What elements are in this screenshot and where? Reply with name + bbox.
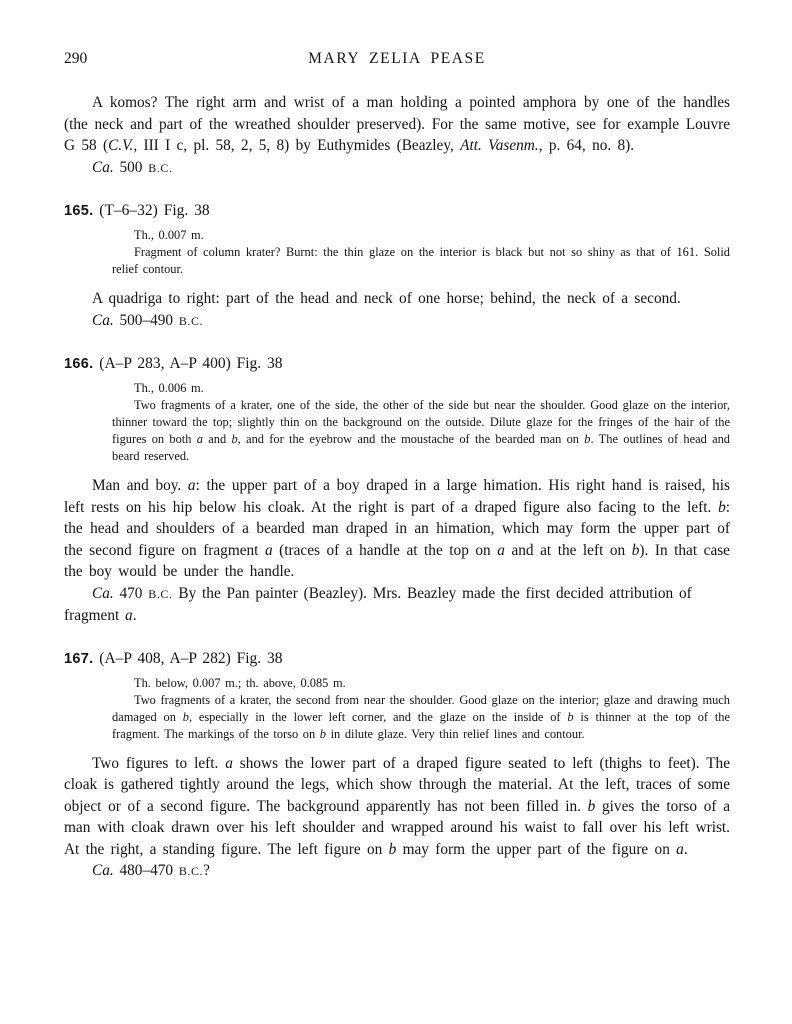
- date-line: Ca. 470 B.C. By the Pan painter (Beazley). Mrs. Beazley made the first decided attribution of fragment a.: [64, 584, 692, 624]
- page-number: 290: [64, 50, 88, 67]
- entry-heading: [64, 648, 730, 670]
- entry-smallprint: [112, 675, 730, 743]
- catalog-entry-166: [64, 353, 730, 627]
- entry-number: 166.: [64, 356, 94, 372]
- body-paragraph: Two figures to left. a shows the lower part of a draped figure seated to left (thighs to feet). The cloak is gathered tightly around the legs, which show through the material. At the left, traces of some object or of a second figure. The background apparently has not been filled in. b gives the torso of a man with cloak drawn over his left shoulder and wrapped around his waist to fall over his left wrist. At the right, a standing figure. The left figure on b may form the upper part of the figure on a.: [64, 754, 730, 858]
- entry-heading: [64, 200, 730, 222]
- description-paragraph: Fragment of column krater? Burnt: the thin glaze on the interior is black but not so shiny as that of 161. Solid relief contour.: [112, 245, 730, 276]
- catalog-entry-167: [64, 648, 730, 883]
- intro-paragraph: A komos? The right arm and wrist of a man holding a pointed amphora by one of the handles (the neck and part of the wreathed shoulder preserved). For the same motive, see for example Louvre G 58 (C.V., III I c, pl. 58, 2, 5, 8) by Euthymides (Beazley, Att. Vasenm., p. 64, no. 8).: [64, 94, 730, 154]
- date-line: Ca. 500–490 B.C.: [92, 311, 204, 329]
- intro-date-line: Ca. 500 B.C.: [92, 158, 173, 176]
- entry-smallprint: [112, 227, 730, 278]
- entry-heading-rest: (A–P 408, A–P 282) Fig. 38: [93, 649, 283, 667]
- description-paragraph: Two fragments of a krater, the second from near the shoulder. Good glaze on the interior; glaze and drawing much damaged on b, especially in the lower left corner, and the glaze on the inside of b is thinner at the top of the fragment. The markings of the torso on b in dilute glaze. Very thin relief lines and contour.: [112, 692, 731, 741]
- measurement-line: Th., 0.006 m.: [134, 381, 204, 395]
- measurement-line: Th., 0.007 m.: [134, 228, 204, 242]
- entry-number: 165.: [64, 203, 94, 219]
- catalog-entry-165: [64, 200, 730, 332]
- date-line: Ca. 480–470 B.C.?: [92, 862, 210, 879]
- measurement-line: Th. below, 0.007 m.; th. above, 0.085 m.: [134, 675, 346, 690]
- running-title: MARY ZELIA PEASE: [308, 50, 486, 67]
- entry-heading-rest: (A–P 283, A–P 400) Fig. 38: [93, 355, 283, 372]
- running-head: [64, 50, 730, 72]
- entry-heading: [64, 353, 730, 375]
- body-paragraph: Man and boy. a: the upper part of a boy draped in a large himation. His right hand is raised, his left rests on his hip below his cloak. At the right is part of a draped figure also facing to the left. b: the head and shoulders of a bearded man draped in an himation, which may form the upper part of the second figure on fragment a (traces of a handle at the top on a and at the left on b). In that case the boy would be under the handle.: [64, 477, 731, 580]
- description-paragraph: Two fragments of a krater, one of the side, the other of the side but near the shoulder. Good glaze on the interior, thinner toward the top; slightly thin on the background on the outside. Dilute glaze for the fringes of the hair of the figures on both a and b, and for the eyebrow and the moustache of the bearded man on b. The outlines of head and beard reserved.: [112, 398, 731, 463]
- entry-smallprint: [112, 380, 730, 465]
- body-paragraph: A quadriga to right: part of the head and neck of one horse; behind, the neck of a second.: [92, 290, 681, 307]
- entry-number: 167.: [64, 650, 94, 667]
- entry-heading-rest: (T–6–32) Fig. 38: [93, 202, 210, 219]
